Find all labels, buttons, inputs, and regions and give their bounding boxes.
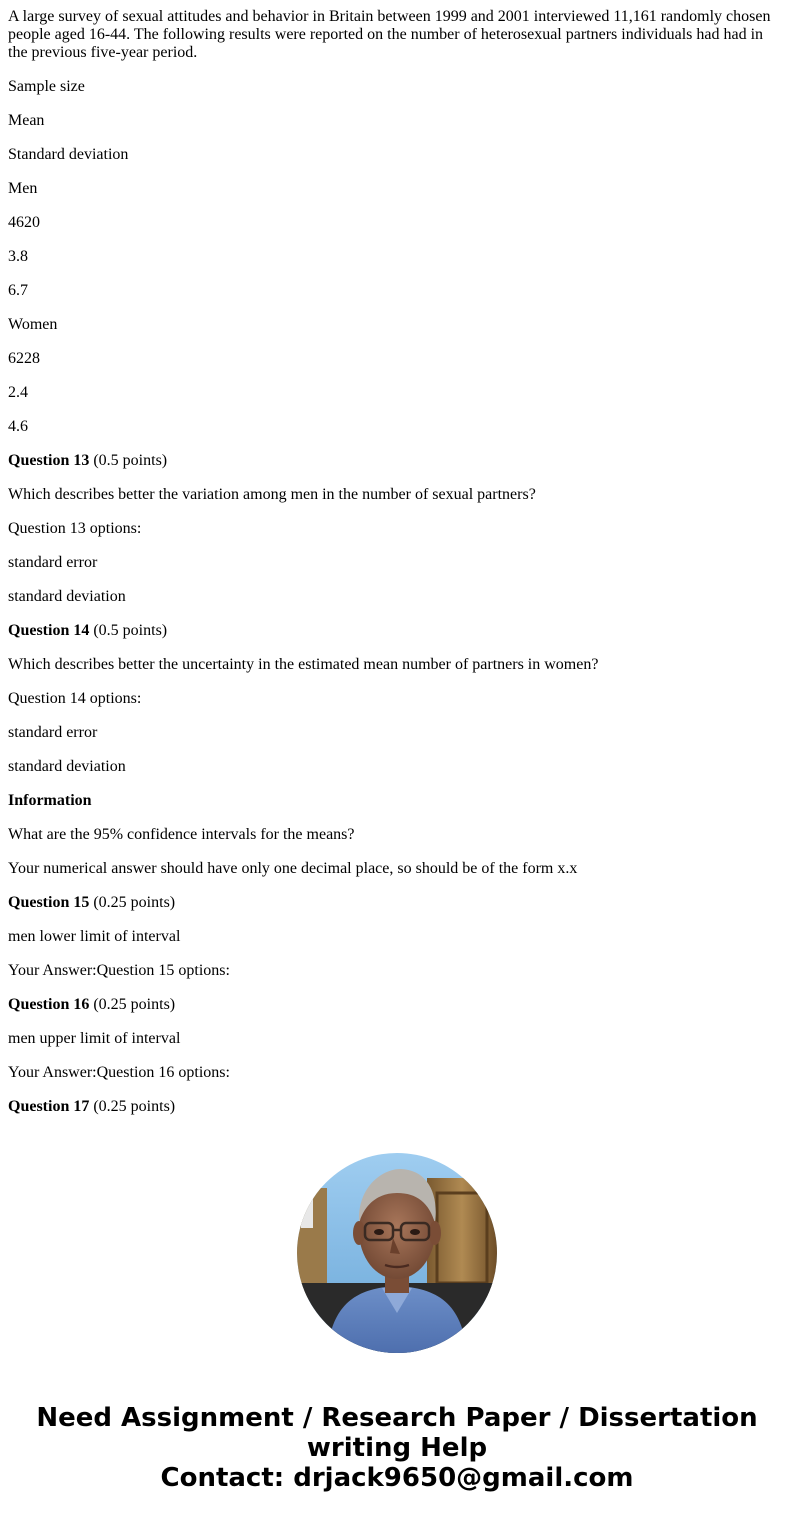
table-row-label-men: Men xyxy=(8,180,38,197)
question-14-heading xyxy=(8,622,778,640)
footer-contact[interactable]: Contact: drjack9650@gmail.com xyxy=(160,1463,634,1493)
table-row-label-women: Women xyxy=(8,316,58,333)
question-16-answer[interactable]: Your Answer:Question 16 options: xyxy=(8,1064,230,1081)
document-body xyxy=(8,8,778,1116)
information-text-format: Your numerical answer should have only one decimal place, so should be of the form x.x xyxy=(8,860,578,877)
avatar xyxy=(297,1153,497,1353)
question-17-heading xyxy=(8,1098,778,1116)
question-15-points: (0.25 points) xyxy=(89,894,176,911)
question-15-title: Question 15 xyxy=(8,894,90,911)
question-14-text: Which describes better the uncertainty in the estimated mean number of partners in women? xyxy=(8,656,599,673)
question-14-points: (0.5 points) xyxy=(89,622,168,639)
question-13-title: Question 13 xyxy=(8,452,90,469)
question-14-option-standard-deviation[interactable]: standard deviation xyxy=(8,758,126,775)
question-13-points: (0.5 points) xyxy=(89,452,168,469)
question-14-title: Question 14 xyxy=(8,622,90,639)
table-cell-women-mean: 2.4 xyxy=(8,384,28,401)
question-13-heading xyxy=(8,452,778,470)
question-13-text: Which describes better the variation among men in the number of sexual partners? xyxy=(8,486,536,503)
question-16-points: (0.25 points) xyxy=(89,996,176,1013)
question-13-options-label: Question 13 options: xyxy=(8,520,142,537)
question-15-answer[interactable]: Your Answer:Question 15 options: xyxy=(8,962,230,979)
intro-paragraph: A large survey of sexual attitudes and behavior in Britain between 1999 and 2001 interviewed 11,161 randomly chosen people aged 16-44. The following results were reported on the number of heterosexual partners individuals had had in the previous five-year period. xyxy=(8,8,771,61)
information-heading xyxy=(8,792,778,810)
question-14-option-standard-error[interactable]: standard error xyxy=(8,724,98,741)
table-header-sample-size: Sample size xyxy=(8,78,85,95)
question-15-text: men lower limit of interval xyxy=(8,928,181,945)
table-cell-women-sd: 4.6 xyxy=(8,418,28,435)
question-17-points: (0.25 points) xyxy=(89,1098,176,1115)
table-header-mean: Mean xyxy=(8,112,45,129)
table-cell-men-mean: 3.8 xyxy=(8,248,28,265)
information-text-ci: What are the 95% confidence intervals for the means? xyxy=(8,826,355,843)
information-title: Information xyxy=(8,792,92,809)
footer-line-1: Need Assignment / Research Paper / Dissertation xyxy=(36,1403,758,1433)
table-header-sd: Standard deviation xyxy=(8,146,129,163)
avatar-portrait xyxy=(297,1153,497,1353)
footer-promo xyxy=(0,1403,794,1493)
question-16-title: Question 16 xyxy=(8,996,90,1013)
question-16-text: men upper limit of interval xyxy=(8,1030,181,1047)
question-16-heading xyxy=(8,996,778,1014)
question-13-option-standard-deviation[interactable]: standard deviation xyxy=(8,588,126,605)
table-cell-men-sd: 6.7 xyxy=(8,282,28,299)
question-15-heading xyxy=(8,894,778,912)
question-17-title: Question 17 xyxy=(8,1098,90,1115)
question-14-options-label: Question 14 options: xyxy=(8,690,142,707)
table-cell-men-sample-size: 4620 xyxy=(8,214,40,231)
table-cell-women-sample-size: 6228 xyxy=(8,350,40,367)
footer-line-2: writing Help xyxy=(306,1433,488,1463)
question-13-option-standard-error[interactable]: standard error xyxy=(8,554,98,571)
